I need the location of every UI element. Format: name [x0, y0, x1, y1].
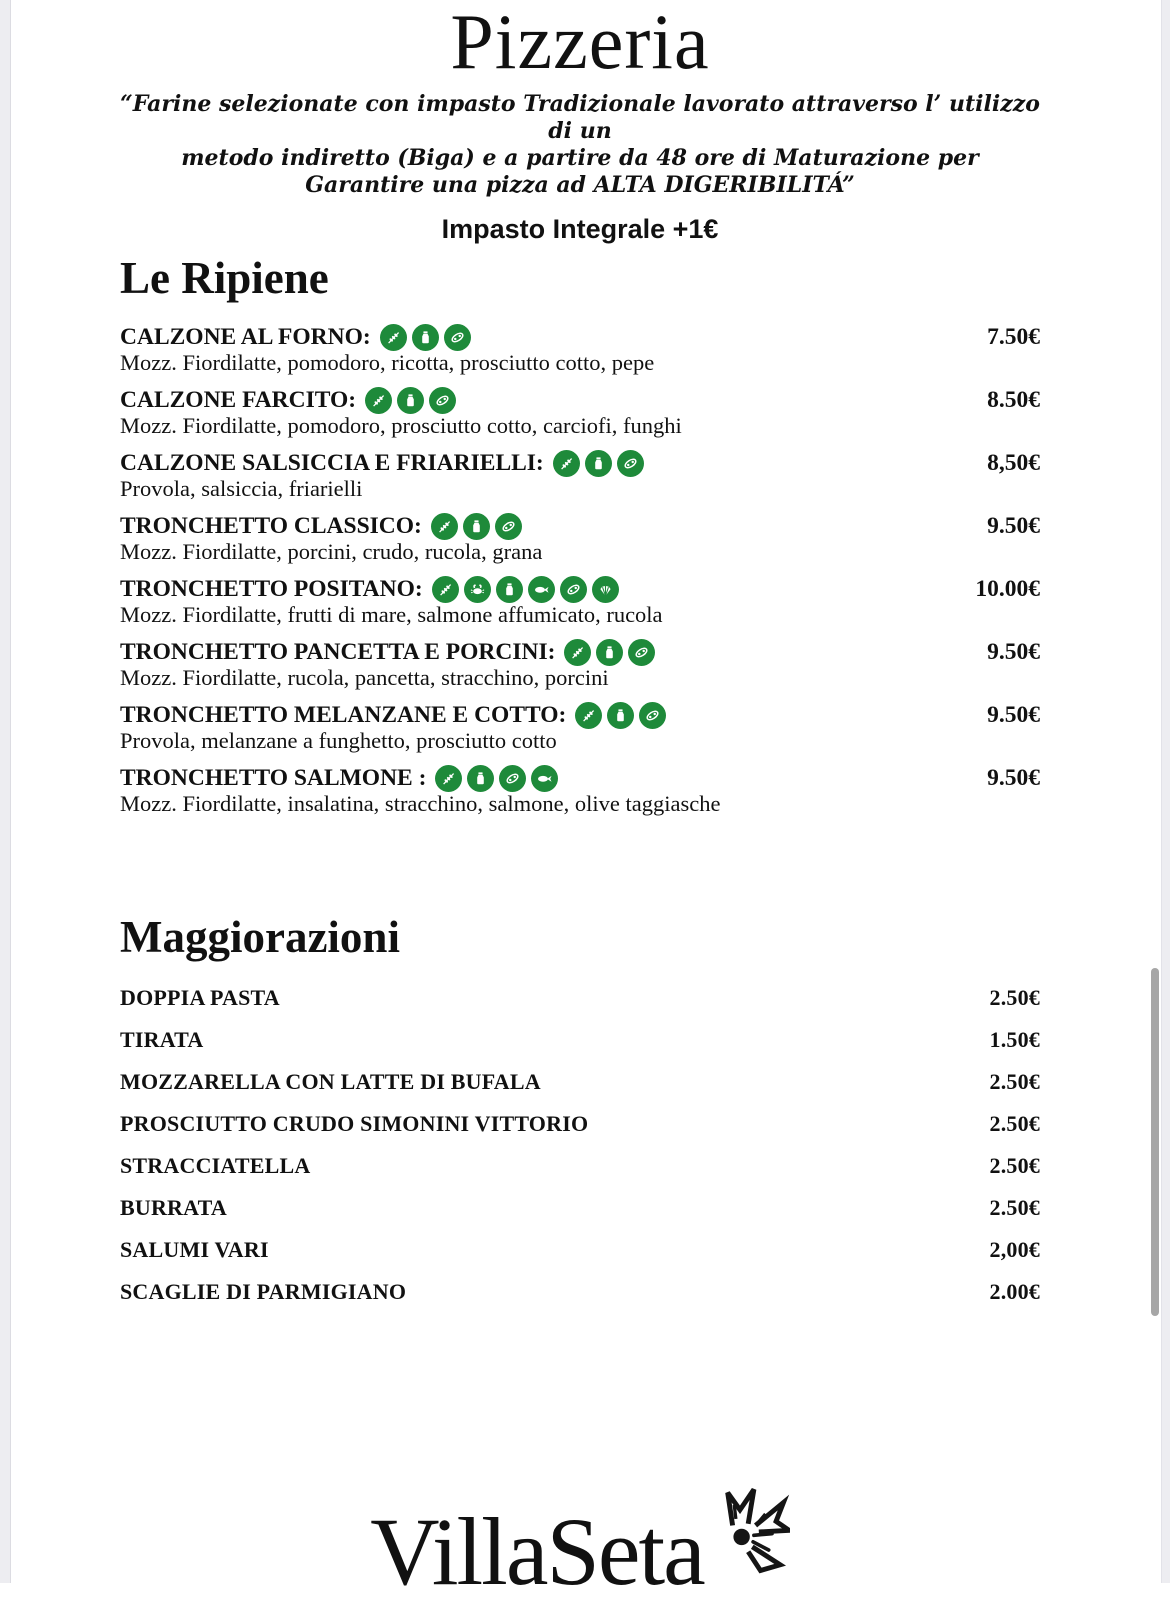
surcharge-price: 2.50€: [989, 1069, 1040, 1095]
menu-item: [120, 324, 1040, 375]
section-title-le-ripiene: Le Ripiene: [120, 252, 329, 303]
menu-item-description: Provola, salsiccia, friarielli: [120, 475, 363, 501]
allergen-icons: [380, 324, 471, 351]
menu-item-description: Provola, melanzane a funghetto, prosciutto cotto: [120, 727, 557, 753]
intro-quote-line1: “Farine selezionate con impasto Tradizionale lavorato attraverso l’ utilizzo di un: [120, 90, 1040, 144]
section-title-maggiorazioni: Maggiorazioni: [120, 911, 400, 962]
gluten-icon: [431, 513, 458, 540]
gluten-icon: [575, 702, 602, 729]
nuts-icon: [628, 639, 655, 666]
menu-item-price: 7.50€: [987, 323, 1040, 350]
menu-item-head: [120, 639, 1040, 666]
surcharge-price: 2.50€: [989, 1111, 1040, 1137]
menu-item: [120, 765, 1040, 816]
milk-icon: [463, 513, 490, 540]
menu-item: [120, 450, 1040, 501]
maggiorazioni-list: [120, 987, 1040, 1303]
nuts-icon: [560, 576, 587, 603]
milk-icon: [496, 576, 523, 603]
milk-icon: [607, 702, 634, 729]
milk-icon: [412, 324, 439, 351]
surcharge-name: DOPPIA PASTA: [120, 985, 280, 1011]
nuts-icon: [639, 702, 666, 729]
menu-item-name: TRONCHETTO CLASSICO:: [120, 512, 422, 539]
menu-item-price: 9.50€: [987, 512, 1040, 539]
menu-item: [120, 702, 1040, 753]
le-ripiene-list: [120, 324, 1040, 816]
dough-surcharge-note: Impasto Integrale +1€: [441, 213, 719, 244]
molluscs-icon: [592, 576, 619, 603]
menu-item-price: 10.00€: [975, 575, 1040, 602]
menu-item-head: [120, 765, 1040, 792]
menu-item-name: TRONCHETTO POSITANO:: [120, 575, 423, 602]
surcharge-name: MOZZARELLA CON LATTE DI BUFALA: [120, 1069, 541, 1095]
menu-item: [120, 639, 1040, 690]
menu-item-name: TRONCHETTO MELANZANE E COTTO:: [120, 701, 567, 728]
menu-item-head: [120, 702, 1040, 729]
menu-item-description: Mozz. Fiordilatte, frutti di mare, salmone affumicato, rucola: [120, 601, 663, 627]
surcharge-name: PROSCIUTTO CRUDO SIMONINI VITTORIO: [120, 1111, 589, 1137]
intro-quote-line2: metodo indiretto (Biga) e a partire da 48 ore di Maturazione per Garantire una pizza ad ALTA DIGERIBILITÁ”: [181, 144, 979, 198]
surcharge-price: 2,00€: [989, 1237, 1040, 1263]
nuts-icon: [617, 450, 644, 477]
menu-item-description: Mozz. Fiordilatte, porcini, crudo, rucola, grana: [120, 538, 543, 564]
fish-icon: [528, 576, 555, 603]
menu-page: [120, 0, 1040, 1605]
fish-icon: [531, 765, 558, 792]
menu-item-head: [120, 576, 1040, 603]
surcharge-price: 2.00€: [989, 1279, 1040, 1305]
gluten-icon: [380, 324, 407, 351]
surcharge-name: SALUMI VARI: [120, 1237, 269, 1263]
menu-item-price: 8,50€: [987, 449, 1040, 476]
surcharge-price: 2.50€: [989, 985, 1040, 1011]
allergen-icons: [435, 765, 558, 792]
nuts-icon: [429, 387, 456, 414]
allergen-icons: [365, 387, 456, 414]
menu-item-price: 8.50€: [987, 386, 1040, 413]
section-maggiorazioni: [120, 911, 1040, 1305]
surcharge-row: [120, 1239, 1040, 1261]
brand-name: VillaSeta: [370, 1498, 704, 1605]
gluten-icon: [365, 387, 392, 414]
surcharge-price: 1.50€: [989, 1027, 1040, 1053]
milk-icon: [397, 387, 424, 414]
flower-star-icon: [708, 1482, 790, 1582]
milk-icon: [596, 639, 623, 666]
menu-item-name: CALZONE SALSICCIA E FRIARIELLI:: [120, 449, 544, 476]
menu-item-head: [120, 450, 1040, 477]
allergen-icons: [553, 450, 644, 477]
nuts-icon: [499, 765, 526, 792]
milk-icon: [467, 765, 494, 792]
section-le-ripiene: [120, 252, 1040, 816]
surcharge-row: [120, 1029, 1040, 1051]
crustaceans-icon: [464, 576, 491, 603]
allergen-icons: [431, 513, 522, 540]
surcharge-row: [120, 987, 1040, 1009]
menu-item-description: Mozz. Fiordilatte, insalatina, stracchino, salmone, olive taggiasche: [120, 790, 721, 816]
menu-item-name: CALZONE AL FORNO:: [120, 323, 371, 350]
menu-item-name: TRONCHETTO PANCETTA E PORCINI:: [120, 638, 556, 665]
menu-header: [120, 0, 1040, 245]
menu-item: [120, 513, 1040, 564]
menu-item-description: Mozz. Fiordilatte, pomodoro, prosciutto cotto, carciofi, funghi: [120, 412, 682, 438]
surcharge-name: TIRATA: [120, 1027, 204, 1053]
menu-item: [120, 576, 1040, 627]
menu-item-head: [120, 513, 1040, 540]
surcharge-name: STRACCIATELLA: [120, 1153, 311, 1179]
nuts-icon: [444, 324, 471, 351]
page-title: Pizzeria: [450, 0, 710, 85]
gluten-icon: [564, 639, 591, 666]
menu-item: [120, 387, 1040, 438]
menu-item-price: 9.50€: [987, 764, 1040, 791]
allergen-icons: [432, 576, 619, 603]
page-left-edge: [0, 0, 11, 1583]
surcharge-row: [120, 1071, 1040, 1093]
surcharge-row: [120, 1197, 1040, 1219]
scrollbar-thumb[interactable]: [1151, 968, 1159, 1316]
menu-item-name: TRONCHETTO SALMONE :: [120, 764, 427, 791]
milk-icon: [585, 450, 612, 477]
menu-item-name: CALZONE FARCITO:: [120, 386, 357, 413]
menu-item-description: Mozz. Fiordilatte, pomodoro, ricotta, prosciutto cotto, pepe: [120, 349, 655, 375]
allergen-icons: [575, 702, 666, 729]
menu-item-head: [120, 387, 1040, 414]
menu-footer: [120, 1498, 1040, 1605]
scrollbar-track[interactable]: [1161, 0, 1170, 1583]
menu-item-description: Mozz. Fiordilatte, rucola, pancetta, stracchino, porcini: [120, 664, 609, 690]
surcharge-row: [120, 1281, 1040, 1303]
surcharge-row: [120, 1113, 1040, 1135]
surcharge-price: 2.50€: [989, 1153, 1040, 1179]
surcharge-price: 2.50€: [989, 1195, 1040, 1221]
menu-item-price: 9.50€: [987, 701, 1040, 728]
menu-item-price: 9.50€: [987, 638, 1040, 665]
gluten-icon: [435, 765, 462, 792]
nuts-icon: [495, 513, 522, 540]
brand-logo: [370, 1498, 789, 1605]
menu-item-head: [120, 324, 1040, 351]
surcharge-name: SCAGLIE DI PARMIGIANO: [120, 1279, 407, 1305]
surcharge-row: [120, 1155, 1040, 1177]
gluten-icon: [553, 450, 580, 477]
surcharge-name: BURRATA: [120, 1195, 227, 1221]
allergen-icons: [564, 639, 655, 666]
gluten-icon: [432, 576, 459, 603]
